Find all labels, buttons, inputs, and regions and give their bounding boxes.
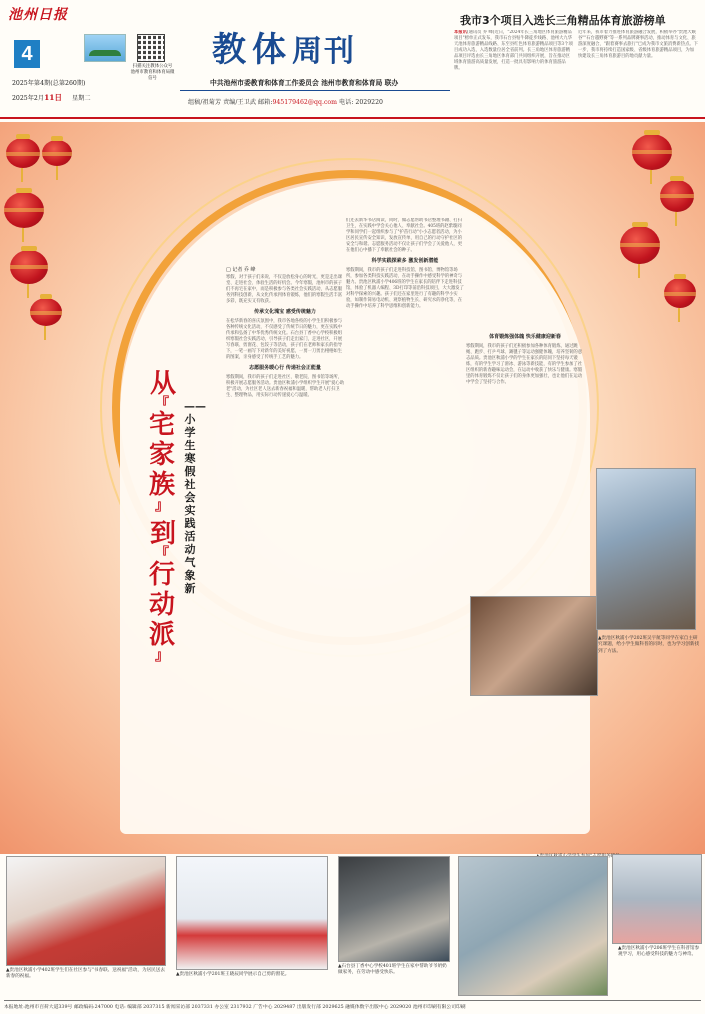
page-number-badge: 4 xyxy=(14,40,40,68)
date-day: 11日 xyxy=(44,93,62,102)
date-prefix: 2025年2月 xyxy=(12,95,45,102)
masthead-divider xyxy=(180,90,450,91)
headline-phrase-1-text: 宅家族 xyxy=(148,410,175,500)
section-4-title: 体育锻炼强体魄 快乐健康迎新春 xyxy=(489,334,561,340)
newspaper-brand: 池州日报 xyxy=(8,7,68,23)
lantern-icon xyxy=(620,226,660,264)
caption-bottom-2: ▲贵池区秋浦小学201班王晓辰同学展示自己剪的窗花。 xyxy=(176,972,290,977)
photo-housework[interactable] xyxy=(338,856,450,962)
top-article-lead: 本报讯 xyxy=(454,30,467,35)
section-3-text: 寒假期间，我市的孩子们走进科技馆、图书馆、博物馆等场所，参加各类科技实践活动，在动手操作中感受科学的神奇与魅力。贵池区秋浦小学406班的学生在家长的陪伴下走进科技馆，体验了机器人编程、3D打印等前沿科技项目，大大激发了对科学探索的兴趣。孩子们还在家里进行了有趣的科学小实验，如制作简易电动机、观察植物生长、研究水的净化等，在动手操作中培养了科学思维和创新能力。 xyxy=(346,268,464,309)
photo-science[interactable] xyxy=(612,854,702,944)
article-col-1 xyxy=(226,266,344,660)
issue-number: 2025年第4期(总第260期) xyxy=(12,80,86,87)
caption-right-1: ▲贵池区秋浦小学202班吴宇航等同学在家自主研究课题，给小学生做科普的同时，也为学习创新找到了方法。 xyxy=(598,636,700,654)
footer: 本报地址:池州市百荷大道339号 邮政编码:247000 电话: 编辑部 2037315 新闻采访部 2037331 办公室 2317932 广告中心 2029487 出版发行部 2029625 融媒体数字出版中心 2029020 池州市印刷有限公司印刷 xyxy=(4,1000,701,1010)
caption-right-3: ▲贵池区秋浦小学206班学生在科普馆参观学习，用心感受科技的魅力与神奇。 xyxy=(618,946,700,958)
photo-group[interactable] xyxy=(458,856,608,996)
lantern-icon xyxy=(632,134,672,170)
section-1-title: 传承文化瑰宝 感受传统魅力 xyxy=(254,309,316,315)
article-col-2 xyxy=(346,218,464,748)
caption-bottom-3: ▲石台县丁香中心学校401班学生在家中帮助爷爷奶奶做家务，在劳动中感受快乐。 xyxy=(338,964,447,976)
qr-code-icon[interactable] xyxy=(137,34,165,62)
headline-subtitle: ——小学生寒假社会实践活动气象新 xyxy=(184,400,206,595)
section-1-text: 在松华新春的喜庆氛围中，我市各地各校的小学生们积极参与各种传统文化活动，不仅感受了传统节日的魅力，更在实践中传承和弘扬了中华优秀传统文化。石台县丁香中心学校积极组织寒假社会实践活动，引导孩子们走出家门，走进社区，开展写春联、剪窗花、包饺子等活动，孩子们在老师和家长的指导下，一笔一画写下对新年的美好祝愿，一剪一刀剪出栩栩如生的图案，亲身感受了传统手工艺的魅力。 xyxy=(226,319,343,360)
section-3-title: 科学实践探索多 激发创新潜能 xyxy=(371,258,439,264)
lantern-icon xyxy=(660,180,694,212)
headline-to: 到 xyxy=(150,519,177,549)
top-article-text-1: (通讯员 乔 峰)近日，"2024年长三角地区体育旅游精品项目"榜单正式发布，我市石台县牯牛降徒步线路、池州大九华天池体育旅游精品线路、东至县红色体育旅游精品项目等3个项目成功入选，入选数量位居全省前列。长三角地区体育旅游精品项目评选由长三角地区体育部门共同组织开展，旨在推动区域体育旅游高质量发展，打造一批具有影响力的体育旅游品牌。 xyxy=(454,30,573,71)
article-col-3 xyxy=(466,330,584,592)
headline-phrase-2: 『 行动派 』 xyxy=(148,546,175,664)
top-article-text-2: 近年来，我市着力推进体育旅游融合发展，积极举办"贵池大峡谷""石台越野赛"等一系列品牌赛事活动，推动体育与文化、旅游深度融合，"跟着赛事去旅行"已成为我市文旅消费新热点。下一步，我市将持续打造国家级、省级体育旅游精品项目，为加快建设长三角体育旅游目的地贡献力量。 xyxy=(578,30,698,59)
section-title-sub: 周刊 xyxy=(292,34,356,69)
lantern-icon xyxy=(30,298,62,326)
editors-line xyxy=(188,97,383,106)
headline-phrase-1: 『 宅家族 』 xyxy=(148,396,175,514)
section-4-text: 寒假期间，我市的孩子们还积极参加各种体育锻炼，通过跳绳、跑步、打乒乓球、踢毽子等运动强健体魄，培养坚韧的意志品质。贵池区秋浦小学的学生在家长的陪同下坚持每天锻炼，有的学生学习了滑冰、游泳等新技能，有的学生参加了社区组织的新春趣味运动会，在运动中收获了快乐与健康。寒假里的体育锻炼不仅让孩子们的身体更加强壮，也让他们在运动中学会了坚持与合作。 xyxy=(466,344,583,385)
section-title-main: 教体 xyxy=(212,30,292,70)
lantern-icon xyxy=(42,140,72,166)
top-article-title: 我市3个项目入选长三角精品体育旅游榜单 xyxy=(460,14,666,27)
headline-phrase-2-text: 行动派 xyxy=(148,560,175,650)
photo-couplets[interactable] xyxy=(6,856,166,966)
section-title xyxy=(212,22,356,71)
section-2-text: 寒假期间，我市的孩子们走进社区、敬老院、图书馆等场所，积极开展志愿服务活动。贵池区秋浦小学组织学生开展"爱心助老"活动，为社区老人送去新春祝福和温暖，帮助老人打扫卫生、整理物品，用实际行动传递爱心与温暖。 xyxy=(226,375,344,398)
caption-bottom-1: ▲贵池区秋浦小学402班学生们在社区参与"书春联、送祝福"活动，为居民送去新春的祝福。 xyxy=(6,968,165,980)
top-article-col-2 xyxy=(578,30,698,112)
lantern-icon xyxy=(664,278,696,308)
header-rule xyxy=(0,117,705,119)
lantern-icon xyxy=(10,250,48,284)
bureau-logo xyxy=(84,34,126,62)
photo-study[interactable] xyxy=(470,596,598,696)
top-article-col-1 xyxy=(454,30,574,112)
weekday: 星期二 xyxy=(71,95,91,102)
organizers: 中共池州市委教育和体育工作委员会 池州市教育和体育局 联办 xyxy=(210,79,399,87)
editors-email[interactable]: 945179462@qq.com xyxy=(272,99,338,106)
headline-from: 从 xyxy=(150,369,177,399)
editors-phone: 电话: 2029220 xyxy=(337,99,383,106)
editors-label: 组稿/祖菊芳 责编/王卫武 邮箱: xyxy=(188,99,273,106)
issue-date xyxy=(12,92,91,103)
lantern-icon xyxy=(4,192,44,228)
photo-volunteer[interactable] xyxy=(596,468,696,630)
byline: □ 记者 乔 峰 xyxy=(226,267,256,273)
mid-text: 们还去新华书店阅读，同时，做志愿帮助书店整理书籍、打扫卫生，在实践中学会关心他人、奉献社会。405班的赵紫璇同学和同学们一起组织参与了"护苗行动"小小志愿者活动，为小区居民宣传安全知识，发放宣传单，用自己的行动守护社区的安全与和谐。志愿服务活动不仅让孩子们学会了关爱他人，更在他们心中播下了奉献社会的种子。 xyxy=(346,218,463,253)
section-2-title: 志愿服务暖心行 传递社会正能量 xyxy=(249,365,321,371)
intro-text: 寒假，对于孩子们来说，不仅是放松身心的时光，更是走出课堂、走进社会、体验生活的好机会。今年寒假，池州市的孩子们不再宅在家中，而是积极参与各类社会实践活动，从志愿服务到科技创新，从文化传承到体育锻炼，他们的寒假生活丰富多彩，既充实又有收获。 xyxy=(226,275,343,304)
photo-paper-cut[interactable] xyxy=(176,856,328,970)
qr-caption: 扫描关注教体公众号 池州市教育和体育局微信号 xyxy=(130,64,175,81)
lantern-icon xyxy=(6,138,40,168)
